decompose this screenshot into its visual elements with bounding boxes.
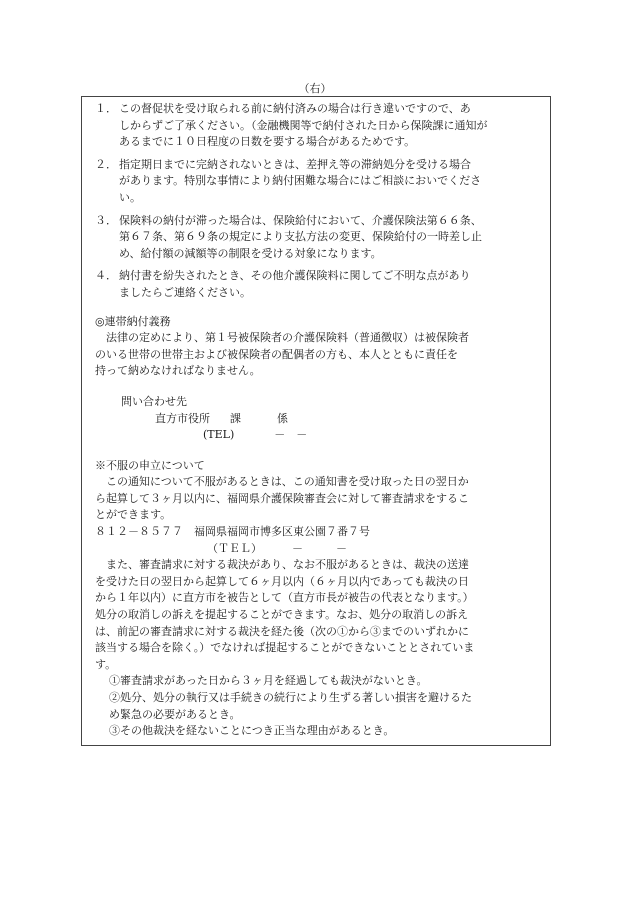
objection-condition: め緊急の必要があるとき。: [109, 707, 241, 721]
item-text: [119, 157, 540, 207]
notice-item-2: [95, 157, 540, 207]
objection-address: ８１２－８５７７ 福岡県福岡市博多区東公園７番７号: [95, 525, 370, 539]
address-tel-label: （ＴＥＬ）: [207, 541, 262, 555]
joint-liability-body: [95, 330, 540, 380]
objection-block: [95, 458, 540, 740]
notice-item-4: [95, 268, 540, 301]
item-line: い。: [119, 190, 141, 204]
item-line: があります。特別な事情により納付困難な場合にはご相談においでくださ: [119, 174, 482, 188]
objection-title: ※不服の申立について: [95, 458, 205, 472]
contact-office: 直方市役所: [155, 411, 210, 425]
item-line: この督促状を受け取られる前に納付済みの場合は行き違いですので、あ: [119, 102, 471, 115]
item-number: ３．: [95, 213, 117, 227]
contact-kakari: 係: [277, 411, 288, 425]
objection-address-tel: [95, 541, 540, 558]
objection-line: を受けた日の翌日から起算して６ヶ月以内（６ヶ月以内であっても裁決の日: [95, 574, 469, 588]
item-line: 保険料の納付が滞った場合は、保険給付において、介護保険法第６６条、: [119, 213, 482, 227]
notice-item-1: [95, 101, 540, 151]
contact-office-line: [95, 411, 540, 428]
item-number: ２．: [95, 157, 117, 171]
page-header: （右）: [298, 82, 332, 95]
objection-line: また、審査請求に対する裁決があり、なお不服があるときは、裁決の送達: [106, 558, 469, 572]
objection-condition: ③その他裁決を経ないことにつき正当な理由があるとき。: [109, 724, 395, 738]
item-line: め、給付額の減額等の制限を受ける対象になります。: [119, 246, 382, 260]
contact-tel-label: (TEL): [203, 428, 235, 442]
item-number: １．: [95, 102, 117, 115]
objection-line: この通知について不服があるときは、この通知書を受け取った日の翌日か: [106, 475, 469, 489]
joint-liability-title: ◎連帯納付義務: [95, 314, 171, 328]
contact-tel-line: [95, 427, 540, 444]
item-number: ４．: [95, 269, 117, 283]
contact-title: 問い合わせ先: [121, 394, 187, 408]
item-text: [119, 268, 540, 301]
address-tel-value: － －: [292, 541, 347, 555]
objection-line: す。: [95, 657, 117, 671]
joint-line: 持って納めなければなりません。: [95, 364, 261, 378]
item-line: 指定期日までに完納されないときは、差押え等の滞納処分を受ける場合: [119, 157, 471, 171]
item-line: あるまでに１０日程度の日数を要する場合があるためです。: [119, 135, 416, 149]
contact-ka: 課: [230, 411, 241, 425]
objection-condition: ①審査請求があった日から３ヶ月を経過しても裁決がないとき。: [109, 674, 428, 688]
objection-condition: ②処分、処分の執行又は手続きの続行により生ずる著しい損害を避けるた: [109, 691, 472, 704]
contact-block: [95, 394, 540, 444]
contact-tel-value: － －: [274, 428, 308, 442]
joint-line: 法律の定めにより、第１号被保険者の介護保険料（普通徴収）は被保険者: [106, 331, 469, 345]
item-line: 第６７条、第６９条の規定により支払方法の変更、保険給付の一時差し止: [119, 230, 482, 244]
objection-line: から１年以内）に直方市を被告として（直方市長が被告の代表となります。）: [95, 591, 474, 605]
objection-line: は、前記の審査請求に対する裁決を経た後（次の①から③までのいずれかに: [95, 624, 469, 638]
notice-item-3: [95, 213, 540, 263]
item-line: ましたらご連絡ください。: [119, 285, 251, 299]
item-line: 納付書を紛失されたとき、その他介護保険料に関してご不明な点があり: [119, 269, 471, 283]
objection-line: 処分の取消しの訴えを提起することができます。なお、処分の取消しの訴え: [95, 608, 469, 622]
joint-line: のいる世帯の世帯主および被保険者の配偶者の方も、本人とともに責任を: [95, 347, 458, 361]
objection-line: とができます。: [95, 508, 172, 522]
objection-line: ら起算して３ヶ月以内に、福岡県介護保険審査会に対して審査請求をするこ: [95, 491, 469, 505]
item-text: [119, 101, 540, 151]
item-line: しからずご了承ください。（金融機関等で納付された日から保険課に通知が: [119, 118, 488, 132]
notice-content: [95, 101, 540, 740]
objection-line: 該当する場合を除く。）でなければ提起することができないこととされていま: [95, 641, 475, 655]
item-text: [119, 213, 540, 263]
